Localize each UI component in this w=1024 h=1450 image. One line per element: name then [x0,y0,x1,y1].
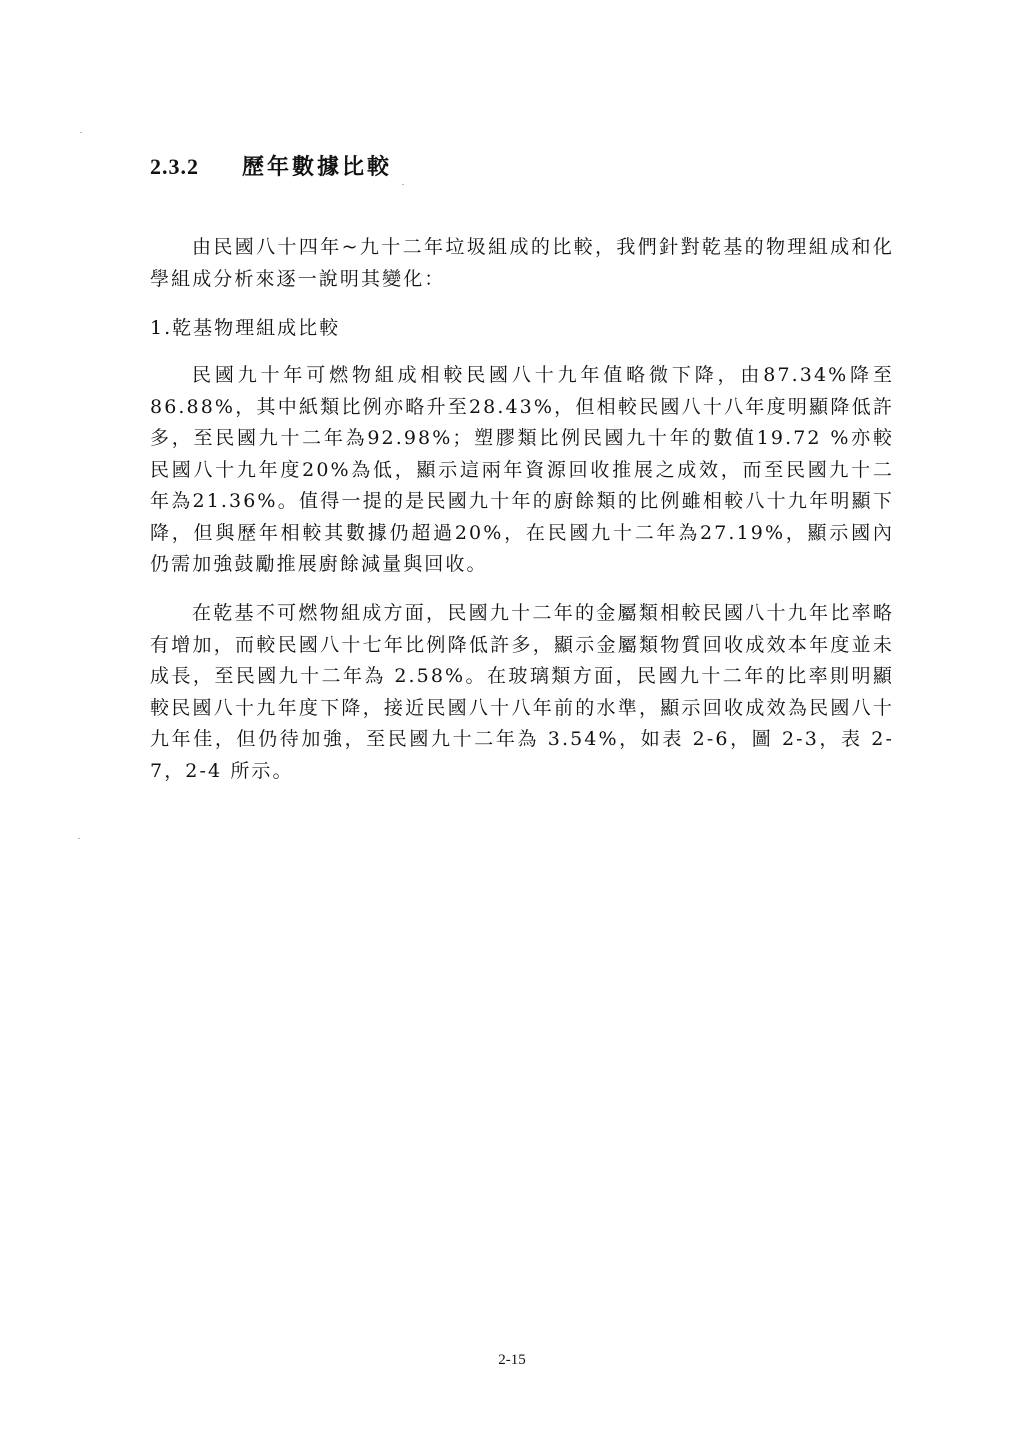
page-number: 2-15 [498,1352,526,1368]
subsection-heading: 1.乾基物理組成比較 [150,317,341,339]
section-heading [150,150,392,181]
scan-speck [80,132,82,133]
scan-speck [78,838,80,839]
section-number: 2.3.2 [150,154,199,179]
section-title: 歷年數據比較 [242,154,393,180]
scan-speck [402,184,404,185]
non-combustible-paragraph: 在乾基不可燃物組成方面，民國九十二年的金屬類相較民國八十九年比率略有增加，而較民國八十七年比例降低許多，顯示金屬類物質回收成效本年度並未成長，至民國九十二年為 2.58%。在玻璃類方面，民國九十二年的比率則明顯較民國八十九年度下降，接近民國八十八年前的水準，顯示回收成效為民國八十九年佳，但仍待加強，至民國九十二年為 3.54%，如表 2-6，圖 2-3，表 2-7，2-4 所示。 [150,602,894,782]
combustible-paragraph: 民國九十年可燃物組成相較民國八十九年值略微下降，由87.34%降至86.88%，其中紙類比例亦略升至28.43%，但相較民國八十八年度明顯降低許多，至民國九十二年為92.98%；塑膠類比例民國九十年的數值19.72 %亦較民國八十九年度20%為低，顯示這兩年資源回收推展之成效，而至民國九十二年為21.36%。值得一提的是民國九十年的廚餘類的比例雖相較八十九年明顯下降，但與歷年相較其數據仍超過20%，在民國九十二年為27.19%，顯示國內仍需加強鼓勵推展廚餘減量與回收。 [150,364,894,575]
intro-paragraph: 由民國八十四年~九十二年垃圾組成的比較，我們針對乾基的物理組成和化學組成分析來逐一說明其變化： [150,236,894,290]
